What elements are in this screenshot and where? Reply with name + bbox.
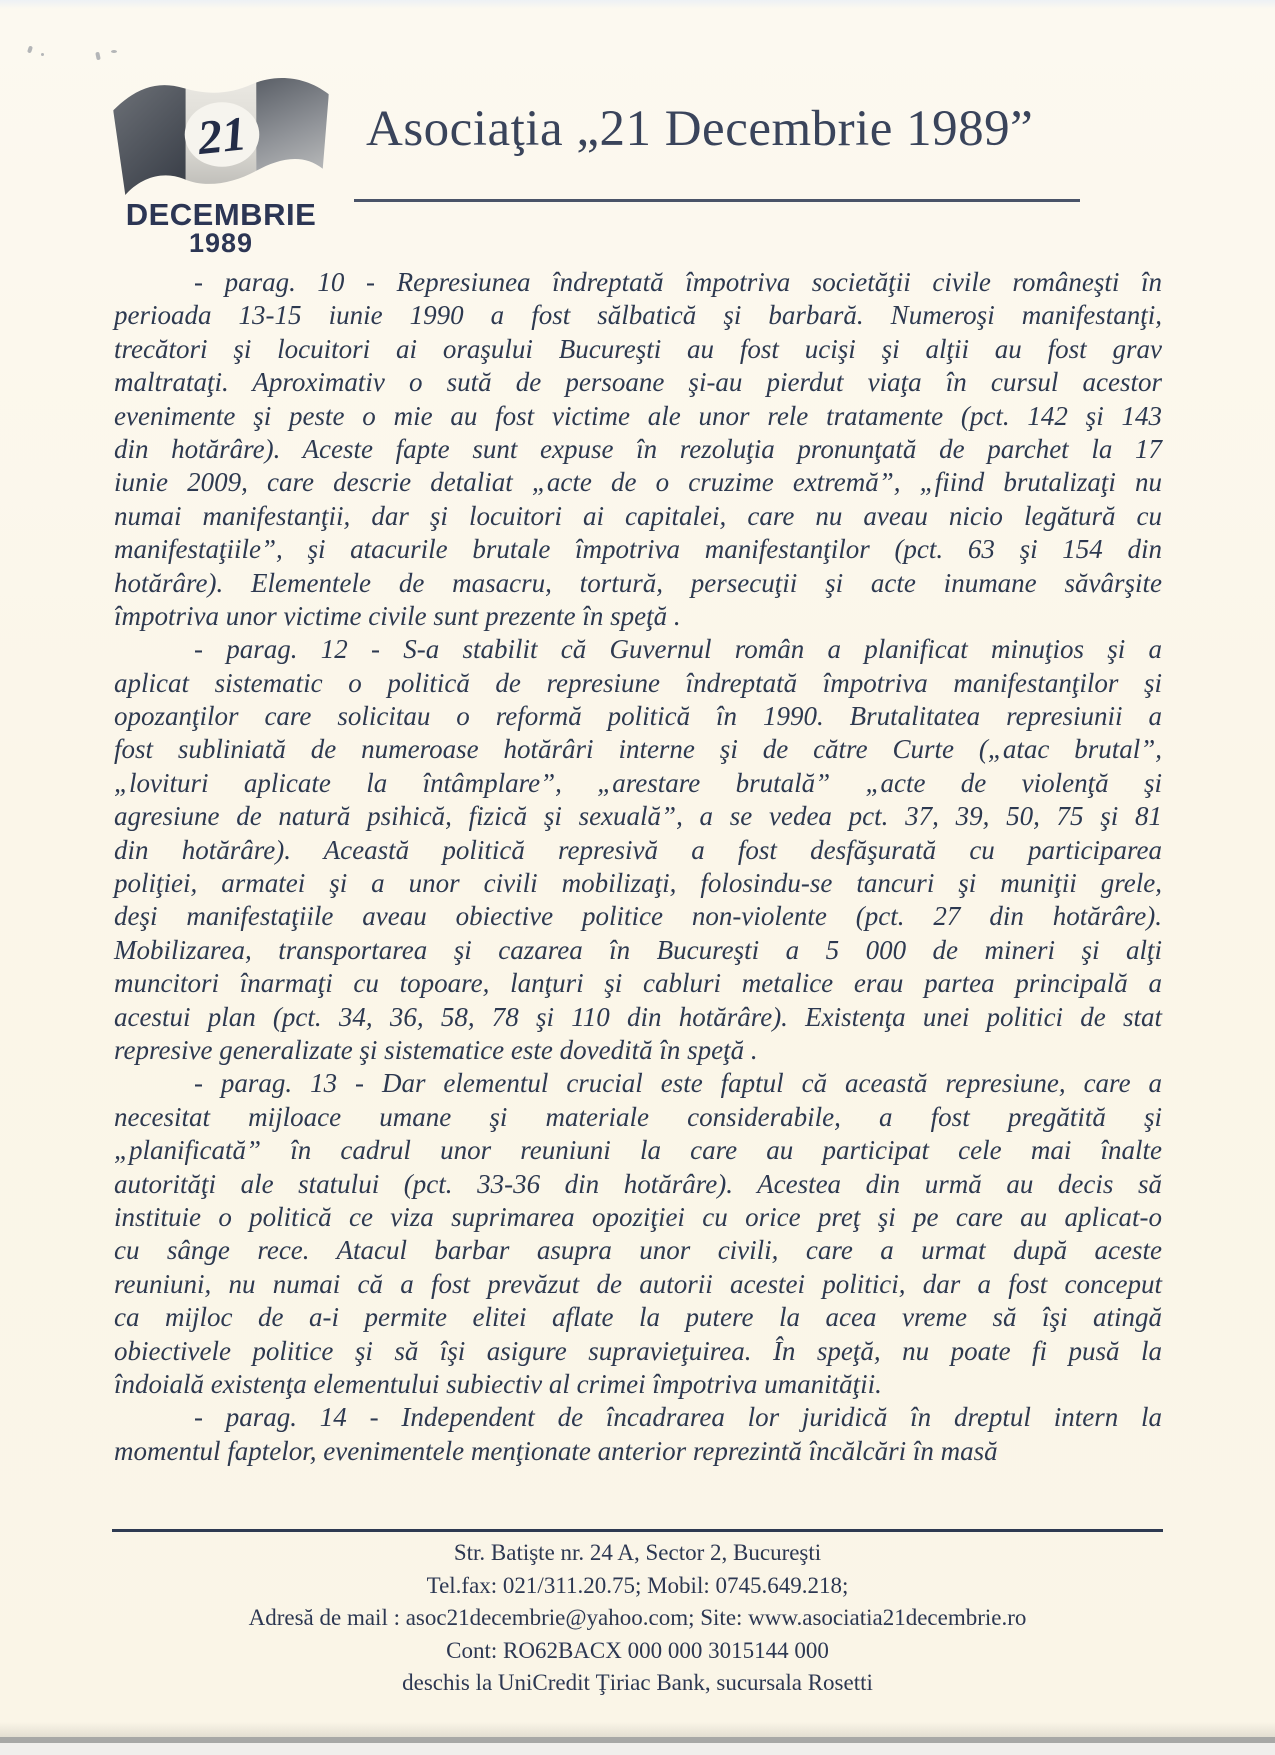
text-line: aplicat sistematic o politică de represiune îndreptată împotriva manifestanţilor şi xyxy=(114,667,1162,698)
text-line: - parag. 12 - S-a stabilit că Guvernul român a planificat minuţios şi a xyxy=(194,634,1162,665)
footer-line: Adresă de mail : asoc21decembrie@yahoo.com; Site: www.asociatia21decembrie.ro xyxy=(248,1605,1027,1630)
text-line: autorităţi ale statului (pct. 33-36 din hotărâre). Acestea din urmă au decis să xyxy=(114,1168,1162,1199)
text-line: deşi manifestaţiile aveau obiective politice non-violente (pct. 27 din hotărâre). xyxy=(114,901,1162,932)
text-line: - parag. 13 - Dar elementul crucial este faptul că această represiune, care a xyxy=(194,1068,1162,1099)
text-line: hotărâre). Elementele de masacru, tortură, persecuţii şi acte inumane săvârşite xyxy=(114,567,1162,598)
footer-divider xyxy=(112,1529,1163,1532)
text-line: muncitori înarmaţi cu topoare, lanţuri şi cabluri metalice erau partea principală a xyxy=(114,968,1162,999)
text-line: Mobilizarea, transportarea şi cazarea în Bucureşti a 5 000 de mineri şi alţi xyxy=(114,934,1162,965)
text-line: perioada 13-15 iunie 1990 a fost sălbatică şi barbară. Numeroşi manifestanţi, xyxy=(114,300,1162,331)
scan-edge-top xyxy=(0,0,1275,9)
footer-line: Cont: RO62BACX 000 000 3015144 000 xyxy=(446,1637,829,1663)
footer-line: Str. Batişte nr. 24 A, Sector 2, Bucureşti xyxy=(453,1540,822,1565)
text-line: numai manifestanţii, dar şi locuitori ai capitalei, care nu aveau nicio legătură cu xyxy=(114,500,1162,531)
scan-edge-bottom xyxy=(0,1743,1275,1755)
text-line: - parag. 10 - Represiunea îndreptată împotriva societăţii civile româneşti în xyxy=(194,267,1162,297)
association-logo xyxy=(103,64,339,256)
text-line: cu sânge rece. Atacul barbar asupra unor civili, care a urmat după aceste xyxy=(114,1235,1162,1266)
text-line: agresiune de natură psihică, fizică şi sexuală”, a se vedea pct. 37, 39, 50, 75 şi 81 xyxy=(114,801,1162,832)
logo-caption-decembrie: DECEMBRIE xyxy=(125,197,317,232)
text-line: momentul faptelor, evenimentele menţionate anterior reprezintă încălcări în masă xyxy=(114,1435,998,1466)
text-line: opozanţilor care solicitau o reformă politică în 1990. Brutalitatea represiunii a xyxy=(114,701,1162,732)
title-underline xyxy=(354,199,1080,202)
text-line: împotriva unor victime civile sunt prezente în speţă . xyxy=(114,600,681,631)
scan-artifact xyxy=(41,53,44,56)
text-line: din hotărâre). Această politică represivă a fost desfăşurată cu participarea xyxy=(114,834,1162,865)
scan-shadow xyxy=(0,1722,1275,1737)
footer-line: deschis la UniCredit Ţiriac Bank, sucursala Rosetti xyxy=(402,1670,873,1695)
text-line: represive generalizate şi sistematice este dovedită în speţă . xyxy=(114,1034,758,1065)
text-line: fost subliniată de numeroase hotărâri interne şi de către Curte („atac brutal”, xyxy=(114,734,1162,765)
flag-21-december-icon xyxy=(105,64,337,200)
text-line: din hotărâre). Aceste fapte sunt expuse în rezoluţia pronunţată de parchet la 17 xyxy=(114,433,1162,464)
scan-artifact xyxy=(111,50,117,53)
text-line: obiectivele politice şi să îşi asigure supravieţuirea. În speţă, nu poate fi pusă la xyxy=(114,1335,1162,1366)
text-line: îndoială existenţa elementului subiectiv al crimei împotriva umanităţii. xyxy=(114,1368,882,1399)
text-line: instituie o politică ce viza suprimarea opoziţiei cu orice preţ şi pe care au aplicat-o xyxy=(114,1201,1162,1232)
page-title: Asociaţia „21 Decembrie 1989” xyxy=(366,101,1034,157)
scan-artifact xyxy=(95,52,101,61)
logo-caption-1989: 1989 xyxy=(188,228,254,258)
footer-line: Tel.fax: 021/311.20.75; Mobil: 0745.649.218; xyxy=(426,1572,849,1598)
text-line: - parag. 14 - Independent de încadrarea lor juridică în dreptul intern la xyxy=(194,1402,1162,1433)
text-line: manifestaţiile”, şi atacurile brutale împotriva manifestanţilor (pct. 63 şi 154 din xyxy=(114,534,1162,565)
text-line: necesitat mijloace umane şi materiale considerabile, a fost pregătită şi xyxy=(114,1101,1162,1132)
flag-number: 21 xyxy=(195,107,249,166)
text-line: ca mijloc de a-i permite elitei aflate la putere la acea vreme să îşi atingă xyxy=(114,1302,1162,1333)
scan-artifact xyxy=(27,46,33,54)
text-line: „lovituri aplicate la întâmplare”, „arestare brutală” „acte de violenţă şi xyxy=(114,767,1162,798)
text-line: acestui plan (pct. 34, 36, 58, 78 şi 110 din hotărâre). Existenţa unei politici de stat xyxy=(114,1001,1162,1032)
text-line: reuniuni, nu numai că a fost prevăzut de autorii acestei politici, dar a fost conceput xyxy=(114,1268,1162,1299)
text-line: „planificată” în cadrul unor reuniuni la care au participat cele mai înalte xyxy=(114,1135,1162,1166)
footer-address-block xyxy=(112,1537,1163,1700)
text-line: maltrataţi. Aproximativ o sută de persoane şi-au pierdut viaţa în cursul acestor xyxy=(114,367,1162,398)
text-line: poliţiei, armatei şi a unor civili mobilizaţi, folosindu-se tancuri şi muniţii grele, xyxy=(114,868,1162,899)
text-line: trecători şi locuitori ai oraşului Bucureşti au fost ucişi şi alţii au fost grav xyxy=(114,333,1162,364)
document-body xyxy=(114,266,1162,1468)
text-line: evenimente şi peste o mie au fost victime ale unor rele tratamente (pct. 142 şi 143 xyxy=(114,400,1162,431)
text-line: iunie 2009, care descrie detaliat „acte de o cruzime extremă”, „fiind brutalizaţi nu xyxy=(114,467,1162,498)
